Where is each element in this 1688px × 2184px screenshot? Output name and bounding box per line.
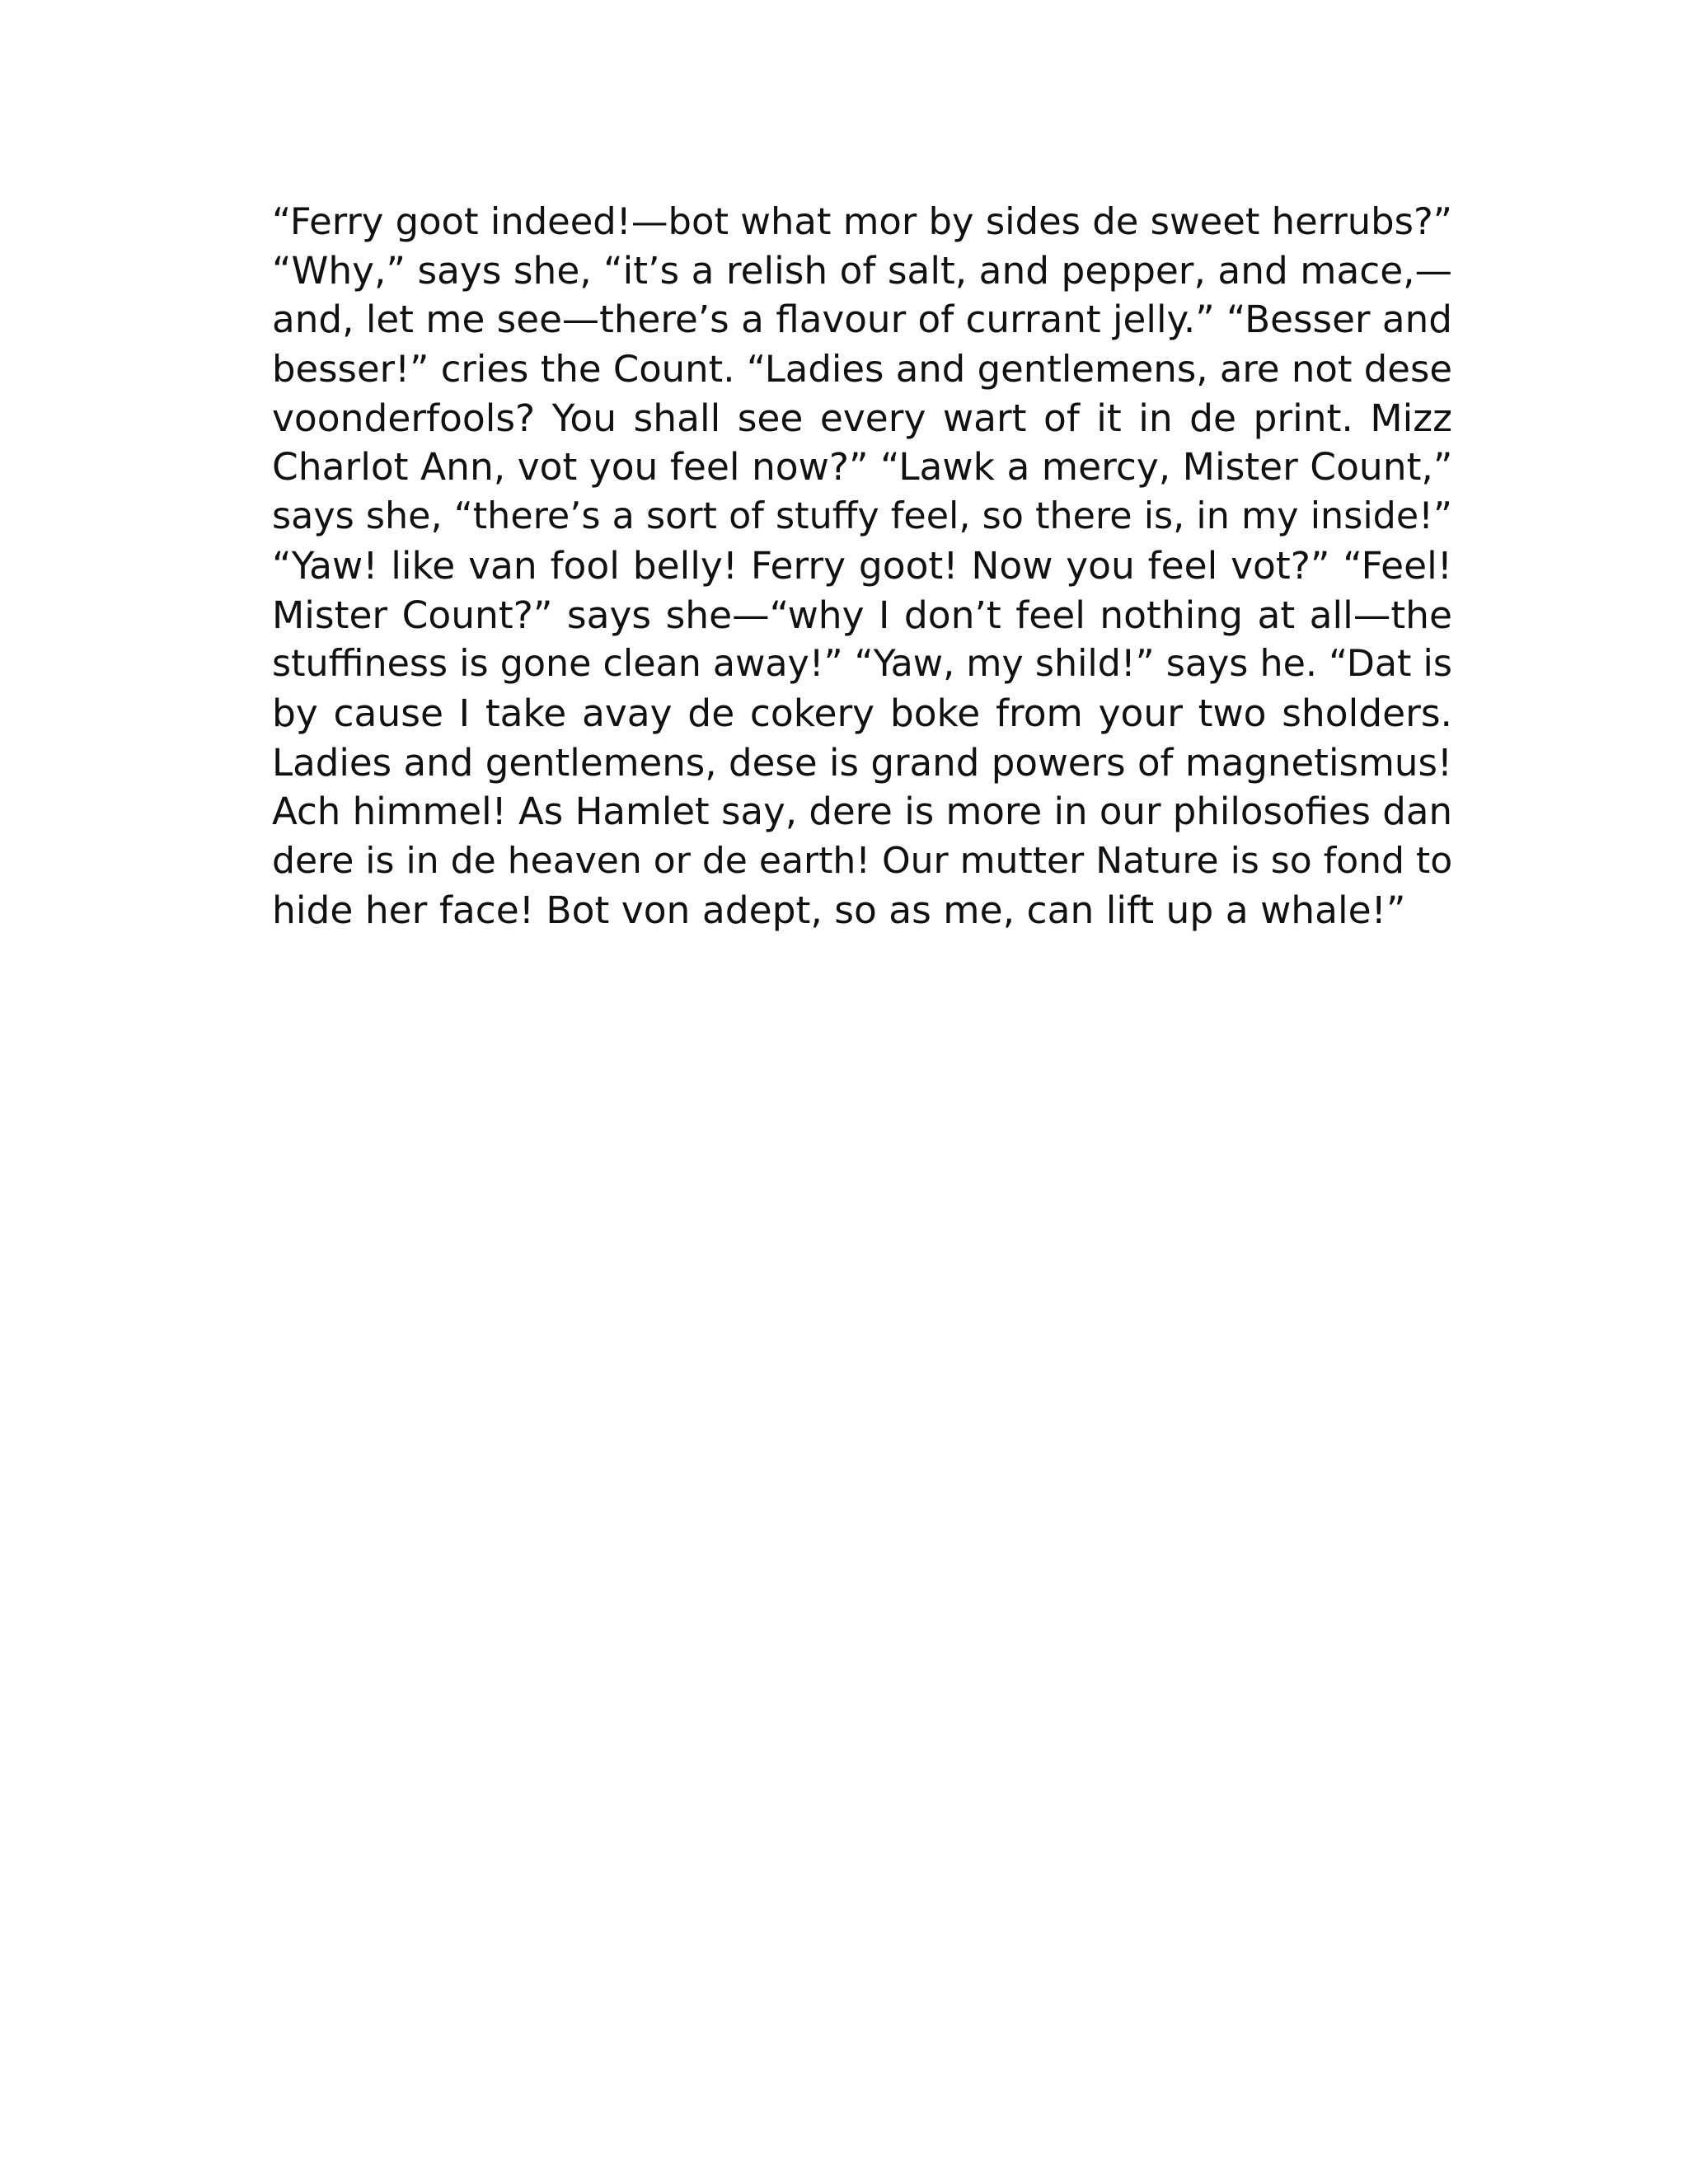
text-line-5: voonderfools? You shall see every wart of it in de print. Mizz [272,396,1452,440]
text-line-7: says she, “there’s a sort of stuffy feel, so there is, in my inside!” [272,495,1452,538]
text-line-14: dere is in de heaven or de earth! Our mutter Nature is so fond to [272,839,1453,882]
text-line-3: and, let me see—there’s a flavour of currant jelly.” “Besser and [272,298,1452,342]
text-line-12: Ladies and gentlemens, dese is grand powers of magnetismus! [272,740,1452,785]
text-line-11: by cause I take avay de cokery boke from your two sholders. [272,691,1452,735]
text-line-1: “Ferry goot indeed!—bot what mor by sides de sweet herrubs?” [272,199,1452,243]
text-line-13: Ach himmel! As Hamlet say, dere is more in our philosofies dan [272,790,1452,834]
body-paragraph [272,197,1452,935]
text-line-15: hide her face! Bot von adept, so as me, can lift up a whale!” [272,888,1406,932]
text-line-6: Charlot Ann, vot you feel now?” “Lawk a mercy, Mister Count,” [272,445,1453,490]
text-line-10: stuffiness is gone clean away!” “Yaw, my shild!” says he. “Dat is [272,643,1452,686]
text-line-9: Mister Count?” says she—“why I don’t feel nothing at all—the [272,593,1452,637]
text-line-8: “Yaw! like van fool belly! Ferry goot! Now you feel vot?” “Feel! [272,543,1452,588]
text-line-2: “Why,” says she, “it’s a relish of salt, and pepper, and mace,— [272,248,1452,293]
text-line-4: besser!” cries the Count. “Ladies and gentlemens, are not dese [272,347,1452,391]
